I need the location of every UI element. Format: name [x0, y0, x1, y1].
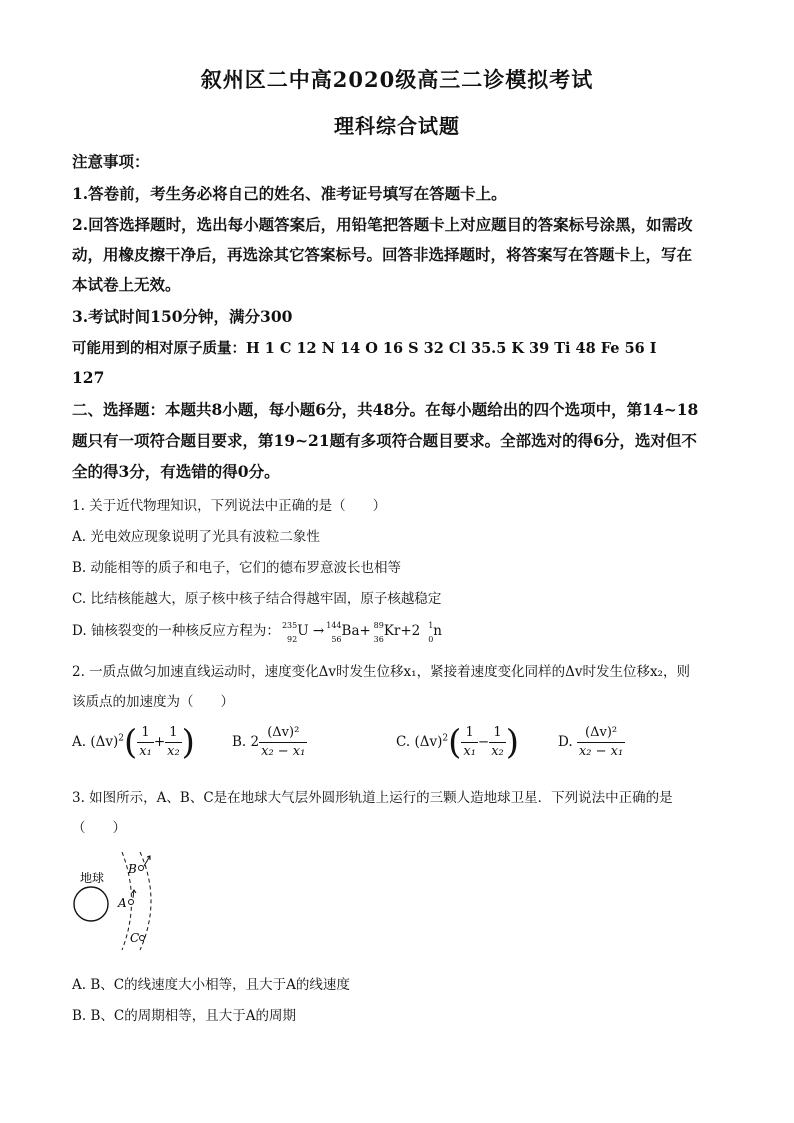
q3-stem-line-2: （ ）: [72, 820, 126, 836]
outer-orbit-arrow: [144, 856, 150, 866]
barium-isotope-numbers: 144 56: [326, 620, 342, 644]
note-2-line-2: 动，用橡皮擦干净后，再选涂其它答案标号。回答非选择题时，将答案写在答题卡上，写在: [72, 245, 693, 264]
neutron-symbol: n: [433, 623, 442, 639]
satellite-a-label: A: [118, 896, 127, 910]
exam-subtitle: 理科综合试题: [334, 114, 460, 138]
section-heading-line-2: 题只有一项符合题目要求，第19~21题有多项符合题目要求。全部选对的得6分，选对但不: [72, 431, 697, 450]
note-1: 1.答卷前，考生务必将自己的姓名、准考证号填写在答题卡上。: [72, 184, 507, 203]
q1-option-d-prefix: D. 铀核裂变的一种核反应方程为：: [72, 623, 280, 639]
krypton-isotope-numbers: 89 36: [373, 620, 384, 644]
note-2-line-3: 本试卷上无效。: [72, 275, 181, 294]
note-3: 3.考试时间150分钟，满分300: [72, 307, 293, 326]
q1-option-d: [72, 619, 442, 642]
satellite-orbit-figure: [66, 846, 176, 956]
uranium-isotope-numbers: 235 92: [281, 620, 298, 644]
atomic-masses: 可能用到的相对原子质量：H 1 C 12 N 14 O 16 S 32 Cl 35.5 K 39 Ti 48 Fe 56 I: [72, 340, 657, 357]
satellite-b: [139, 866, 144, 871]
q2-option-b: B. 2 $\frac{\text{(Δv)²}}{\text{x₂ − x₁}}$: [232, 725, 306, 759]
satellite-c-label: C: [130, 931, 140, 945]
q1-option-c: C. 比结核能越大，原子核中核子结合得越牢固，原子核越稳定: [72, 591, 442, 607]
q3-option-b: B. B、C的周期相等，且大于A的周期: [72, 1008, 297, 1024]
satellite-b-label: B: [128, 862, 137, 876]
exam-title: 叙州区二中高2020级高三二诊模拟考试: [200, 67, 594, 92]
q2-option-d: D. $\frac{\text{(Δv)²}}{\text{x₂ − x₁}}$: [558, 725, 624, 759]
barium-symbol: Ba: [341, 623, 360, 639]
uranium-symbol: U: [297, 623, 309, 639]
neutron-numbers: 1 0: [428, 620, 434, 644]
earth-label: 地球: [80, 871, 105, 885]
earth-circle: [74, 887, 108, 921]
plus-two: +2: [400, 623, 421, 639]
krypton-symbol: Kr: [383, 623, 401, 639]
notes-heading: 注意事项：: [72, 152, 150, 171]
q1-stem: 1. 关于近代物理知识，下列说法中正确的是（ ）: [72, 498, 387, 514]
q2-option-a: A. $(\Delta v)^2$( $\frac{1}{\text{x₁}}$ + $\frac{1}{\text{x₂}}$ ): [72, 722, 195, 763]
q2-stem-line-2: 该质点的加速度为（ ）: [72, 694, 234, 710]
section-heading-line-1: 二、选择题：本题共8小题，每小题6分，共48分。在每小题给出的四个选项中，第14~18: [72, 400, 699, 419]
plus-sign: +: [359, 623, 371, 639]
reaction-arrow: →: [312, 623, 325, 639]
atomic-masses-cont: 127: [72, 368, 105, 387]
q2-option-c: C. $(\Delta v)^2$( $\frac{1}{\text{x₁}}$ − $\frac{1}{\text{x₂}}$ ): [396, 722, 520, 763]
q1-option-b: B. 动能相等的质子和电子，它们的德布罗意波长也相等: [72, 560, 402, 576]
section-heading-line-3: 全的得3分，有选错的得0分。: [72, 462, 280, 481]
q3-stem-line-1: 3. 如图所示，A、B、C是在地球大气层外圆形轨道上运行的三颗人造地球卫星．下列说法中正确的是: [72, 790, 673, 806]
satellite-c: [140, 936, 145, 941]
q3-option-a: A. B、C的线速度大小相等，且大于A的线速度: [72, 977, 350, 993]
q2-stem-line-1: 2. 一质点做匀加速直线运动时，速度变化Δv时发生位移x₁，紧接着速度变化同样的Δv时发生位移x₂，则: [72, 664, 690, 680]
note-2-line-1: 2.回答选择题时，选出每小题答案后，用铅笔把答题卡上对应题目的答案标号涂黑，如需改: [72, 215, 693, 234]
q1-option-a: A. 光电效应现象说明了光具有波粒二象性: [72, 529, 320, 545]
satellite-a: [129, 900, 134, 905]
